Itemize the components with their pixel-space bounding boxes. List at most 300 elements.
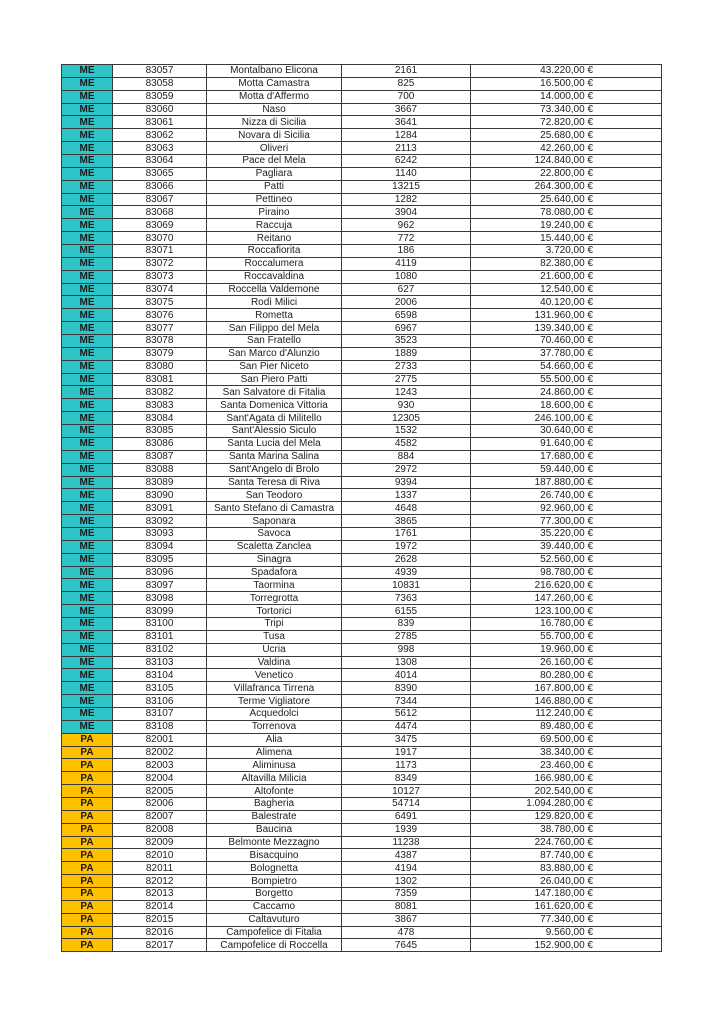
population-cell: 1337 (342, 489, 471, 502)
amount-cell: 72.820,00 € (471, 116, 662, 129)
code-cell: 83099 (113, 605, 207, 618)
population-cell: 3904 (342, 206, 471, 219)
amount-cell: 202.540,00 € (471, 785, 662, 798)
population-cell: 3667 (342, 103, 471, 116)
table-row (62, 502, 662, 515)
table-row (62, 797, 662, 810)
population-cell: 3475 (342, 733, 471, 746)
municipality-cell: Acquedolci (207, 707, 342, 720)
population-cell: 962 (342, 219, 471, 232)
amount-cell: 19.240,00 € (471, 219, 662, 232)
table-row (62, 875, 662, 888)
table-row (62, 129, 662, 142)
code-cell: 83091 (113, 502, 207, 515)
table-row (62, 232, 662, 245)
table-row (62, 322, 662, 335)
amount-cell: 15.440,00 € (471, 232, 662, 245)
province-cell: ME (62, 553, 113, 566)
code-cell: 83102 (113, 643, 207, 656)
amount-cell: 91.640,00 € (471, 437, 662, 450)
population-cell: 4014 (342, 669, 471, 682)
province-cell: ME (62, 270, 113, 283)
code-cell: 83075 (113, 296, 207, 309)
province-cell: ME (62, 656, 113, 669)
municipality-cell: Sant'Alessio Siculo (207, 425, 342, 438)
province-cell: ME (62, 219, 113, 232)
province-cell: ME (62, 245, 113, 258)
amount-cell: 124.840,00 € (471, 155, 662, 168)
municipality-cell: Santa Marina Salina (207, 450, 342, 463)
province-cell: PA (62, 785, 113, 798)
amount-cell: 18.600,00 € (471, 399, 662, 412)
province-cell: PA (62, 939, 113, 952)
population-cell: 478 (342, 926, 471, 939)
table-row (62, 489, 662, 502)
population-cell: 1284 (342, 129, 471, 142)
province-cell: ME (62, 155, 113, 168)
province-cell: ME (62, 592, 113, 605)
table-row (62, 463, 662, 476)
code-cell: 83076 (113, 309, 207, 322)
code-cell: 83063 (113, 142, 207, 155)
municipality-cell: Baucina (207, 823, 342, 836)
province-cell: ME (62, 386, 113, 399)
province-cell: PA (62, 888, 113, 901)
amount-cell: 112.240,00 € (471, 707, 662, 720)
table-row (62, 155, 662, 168)
table-row (62, 772, 662, 785)
province-cell: ME (62, 360, 113, 373)
table-row (62, 579, 662, 592)
code-cell: 83089 (113, 476, 207, 489)
population-cell: 54714 (342, 797, 471, 810)
code-cell: 83079 (113, 347, 207, 360)
population-cell: 2113 (342, 142, 471, 155)
amount-cell: 147.180,00 € (471, 888, 662, 901)
amount-cell: 166.980,00 € (471, 772, 662, 785)
code-cell: 83082 (113, 386, 207, 399)
code-cell: 83069 (113, 219, 207, 232)
table-row (62, 540, 662, 553)
table-row (62, 476, 662, 489)
municipality-cell: Balestrate (207, 810, 342, 823)
code-cell: 83065 (113, 167, 207, 180)
province-cell: PA (62, 810, 113, 823)
amount-cell: 73.340,00 € (471, 103, 662, 116)
municipality-cell: Pettineo (207, 193, 342, 206)
table-row (62, 836, 662, 849)
table-row (62, 913, 662, 926)
population-cell: 3641 (342, 116, 471, 129)
table-row (62, 900, 662, 913)
table-row (62, 682, 662, 695)
municipality-cell: Santa Domenica Vittoria (207, 399, 342, 412)
amount-cell: 26.160,00 € (471, 656, 662, 669)
table-row (62, 720, 662, 733)
amount-cell: 131.960,00 € (471, 309, 662, 322)
amount-cell: 23.460,00 € (471, 759, 662, 772)
code-cell: 83097 (113, 579, 207, 592)
amount-cell: 3.720,00 € (471, 245, 662, 258)
amount-cell: 42.260,00 € (471, 142, 662, 155)
amount-cell: 224.760,00 € (471, 836, 662, 849)
amount-cell: 54.660,00 € (471, 360, 662, 373)
municipality-cell: Alimena (207, 746, 342, 759)
table-row (62, 296, 662, 309)
amount-cell: 37.780,00 € (471, 347, 662, 360)
municipality-cell: Campofelice di Fitalia (207, 926, 342, 939)
code-cell: 82013 (113, 888, 207, 901)
population-cell: 1972 (342, 540, 471, 553)
amount-cell: 161.620,00 € (471, 900, 662, 913)
municipality-cell: Venetico (207, 669, 342, 682)
municipality-cell: Terme Vigliatore (207, 695, 342, 708)
municipality-cell: Tortorici (207, 605, 342, 618)
population-cell: 1282 (342, 193, 471, 206)
code-cell: 83078 (113, 335, 207, 348)
province-cell: ME (62, 283, 113, 296)
table-row (62, 630, 662, 643)
province-cell: ME (62, 65, 113, 78)
municipality-cell: Reitano (207, 232, 342, 245)
amount-cell: 17.680,00 € (471, 450, 662, 463)
table-row (62, 643, 662, 656)
province-cell: ME (62, 167, 113, 180)
province-cell: ME (62, 682, 113, 695)
municipality-cell: Bolognetta (207, 862, 342, 875)
province-cell: PA (62, 759, 113, 772)
province-cell: ME (62, 335, 113, 348)
municipality-cell: Nizza di Sicilia (207, 116, 342, 129)
amount-cell: 139.340,00 € (471, 322, 662, 335)
province-cell: ME (62, 116, 113, 129)
code-cell: 83073 (113, 270, 207, 283)
table-row (62, 888, 662, 901)
province-cell: ME (62, 540, 113, 553)
code-cell: 83096 (113, 566, 207, 579)
code-cell: 83101 (113, 630, 207, 643)
province-cell: ME (62, 180, 113, 193)
code-cell: 83062 (113, 129, 207, 142)
amount-cell: 77.340,00 € (471, 913, 662, 926)
population-cell: 7363 (342, 592, 471, 605)
code-cell: 82017 (113, 939, 207, 952)
code-cell: 82012 (113, 875, 207, 888)
municipality-cell: San Fratello (207, 335, 342, 348)
table-row (62, 605, 662, 618)
province-cell: PA (62, 875, 113, 888)
population-cell: 3523 (342, 335, 471, 348)
code-cell: 83077 (113, 322, 207, 335)
amount-cell: 14.000,00 € (471, 90, 662, 103)
population-cell: 1917 (342, 746, 471, 759)
table-row (62, 553, 662, 566)
amount-cell: 77.300,00 € (471, 515, 662, 528)
population-cell: 7344 (342, 695, 471, 708)
table-row (62, 759, 662, 772)
code-cell: 83068 (113, 206, 207, 219)
population-cell: 998 (342, 643, 471, 656)
population-cell: 5612 (342, 707, 471, 720)
code-cell: 83085 (113, 425, 207, 438)
amount-cell: 146.880,00 € (471, 695, 662, 708)
code-cell: 83066 (113, 180, 207, 193)
code-cell: 83067 (113, 193, 207, 206)
municipality-cell: Torrenova (207, 720, 342, 733)
municipality-cell: San Salvatore di Fitalia (207, 386, 342, 399)
amount-cell: 92.960,00 € (471, 502, 662, 515)
table-row (62, 219, 662, 232)
province-cell: ME (62, 515, 113, 528)
population-cell: 6967 (342, 322, 471, 335)
amount-cell: 30.640,00 € (471, 425, 662, 438)
code-cell: 82016 (113, 926, 207, 939)
code-cell: 82001 (113, 733, 207, 746)
code-cell: 83074 (113, 283, 207, 296)
population-cell: 825 (342, 77, 471, 90)
table-row (62, 707, 662, 720)
amount-cell: 80.280,00 € (471, 669, 662, 682)
municipality-cell: Motta d'Affermo (207, 90, 342, 103)
table-row (62, 373, 662, 386)
amount-cell: 52.560,00 € (471, 553, 662, 566)
code-cell: 82003 (113, 759, 207, 772)
municipality-cell: Naso (207, 103, 342, 116)
population-cell: 6155 (342, 605, 471, 618)
population-cell: 2161 (342, 65, 471, 78)
province-cell: ME (62, 90, 113, 103)
province-cell: ME (62, 527, 113, 540)
municipality-cell: Rometta (207, 309, 342, 322)
municipality-cell: Scaletta Zanclea (207, 540, 342, 553)
population-cell: 4939 (342, 566, 471, 579)
municipality-cell: Savoca (207, 527, 342, 540)
province-cell: ME (62, 103, 113, 116)
population-cell: 1243 (342, 386, 471, 399)
province-cell: ME (62, 412, 113, 425)
table-row (62, 746, 662, 759)
municipality-cell: Belmonte Mezzagno (207, 836, 342, 849)
municipality-cell: Tusa (207, 630, 342, 643)
table-row (62, 849, 662, 862)
code-cell: 83088 (113, 463, 207, 476)
amount-cell: 55.700,00 € (471, 630, 662, 643)
population-cell: 4119 (342, 257, 471, 270)
province-cell: ME (62, 309, 113, 322)
province-cell: ME (62, 425, 113, 438)
municipality-cell: Taormina (207, 579, 342, 592)
amount-cell: 25.640,00 € (471, 193, 662, 206)
municipality-cell: Sant'Angelo di Brolo (207, 463, 342, 476)
population-cell: 1761 (342, 527, 471, 540)
population-cell: 6242 (342, 155, 471, 168)
code-cell: 82008 (113, 823, 207, 836)
population-cell: 10127 (342, 785, 471, 798)
table-row (62, 116, 662, 129)
municipality-cell: Raccuja (207, 219, 342, 232)
population-cell: 700 (342, 90, 471, 103)
municipality-cell: Villafranca Tirrena (207, 682, 342, 695)
code-cell: 82009 (113, 836, 207, 849)
municipality-table (61, 64, 662, 952)
municipality-cell: Roccavaldina (207, 270, 342, 283)
table-row (62, 425, 662, 438)
municipality-cell: Alia (207, 733, 342, 746)
amount-cell: 24.860,00 € (471, 386, 662, 399)
table-row (62, 437, 662, 450)
amount-cell: 167.800,00 € (471, 682, 662, 695)
population-cell: 1939 (342, 823, 471, 836)
municipality-cell: Santa Teresa di Riva (207, 476, 342, 489)
province-cell: ME (62, 579, 113, 592)
code-cell: 83060 (113, 103, 207, 116)
code-cell: 82006 (113, 797, 207, 810)
code-cell: 83093 (113, 527, 207, 540)
population-cell: 9394 (342, 476, 471, 489)
table-row (62, 257, 662, 270)
table-row (62, 347, 662, 360)
amount-cell: 216.620,00 € (471, 579, 662, 592)
amount-cell: 70.460,00 € (471, 335, 662, 348)
municipality-cell: Pace del Mela (207, 155, 342, 168)
table-row (62, 142, 662, 155)
population-cell: 13215 (342, 180, 471, 193)
province-cell: PA (62, 836, 113, 849)
table-row (62, 695, 662, 708)
amount-cell: 22.800,00 € (471, 167, 662, 180)
code-cell: 83086 (113, 437, 207, 450)
population-cell: 839 (342, 617, 471, 630)
table-row (62, 810, 662, 823)
amount-cell: 59.440,00 € (471, 463, 662, 476)
province-cell: ME (62, 617, 113, 630)
table-body (62, 65, 662, 952)
amount-cell: 40.120,00 € (471, 296, 662, 309)
province-cell: ME (62, 129, 113, 142)
code-cell: 83107 (113, 707, 207, 720)
municipality-cell: Santa Lucia del Mela (207, 437, 342, 450)
amount-cell: 35.220,00 € (471, 527, 662, 540)
code-cell: 83094 (113, 540, 207, 553)
code-cell: 83072 (113, 257, 207, 270)
population-cell: 2785 (342, 630, 471, 643)
code-cell: 83057 (113, 65, 207, 78)
amount-cell: 83.880,00 € (471, 862, 662, 875)
code-cell: 83090 (113, 489, 207, 502)
municipality-cell: Sinagra (207, 553, 342, 566)
table-row (62, 399, 662, 412)
code-cell: 83081 (113, 373, 207, 386)
table-row (62, 862, 662, 875)
province-cell: ME (62, 347, 113, 360)
table-row (62, 617, 662, 630)
code-cell: 83071 (113, 245, 207, 258)
table-row (62, 193, 662, 206)
municipality-cell: San Pier Niceto (207, 360, 342, 373)
code-cell: 82007 (113, 810, 207, 823)
code-cell: 82011 (113, 862, 207, 875)
population-cell: 772 (342, 232, 471, 245)
province-cell: PA (62, 772, 113, 785)
amount-cell: 152.900,00 € (471, 939, 662, 952)
population-cell: 8081 (342, 900, 471, 913)
code-cell: 83059 (113, 90, 207, 103)
municipality-cell: Altofonte (207, 785, 342, 798)
code-cell: 83058 (113, 77, 207, 90)
code-cell: 83105 (113, 682, 207, 695)
municipality-cell: Bisacquino (207, 849, 342, 862)
table-row (62, 360, 662, 373)
province-cell: ME (62, 399, 113, 412)
population-cell: 12305 (342, 412, 471, 425)
amount-cell: 26.040,00 € (471, 875, 662, 888)
population-cell: 7359 (342, 888, 471, 901)
province-cell: PA (62, 926, 113, 939)
code-cell: 82004 (113, 772, 207, 785)
province-cell: ME (62, 257, 113, 270)
amount-cell: 69.500,00 € (471, 733, 662, 746)
population-cell: 1889 (342, 347, 471, 360)
amount-cell: 87.740,00 € (471, 849, 662, 862)
table-row (62, 167, 662, 180)
province-cell: PA (62, 746, 113, 759)
table-row (62, 939, 662, 952)
province-cell: ME (62, 695, 113, 708)
code-cell: 83064 (113, 155, 207, 168)
municipality-cell: Caltavuturo (207, 913, 342, 926)
municipality-cell: Piraino (207, 206, 342, 219)
municipality-cell: Bagheria (207, 797, 342, 810)
municipality-cell: Aliminusa (207, 759, 342, 772)
table-row (62, 206, 662, 219)
province-cell: ME (62, 476, 113, 489)
municipality-cell: Sant'Agata di Militello (207, 412, 342, 425)
code-cell: 83108 (113, 720, 207, 733)
table-row (62, 823, 662, 836)
code-cell: 83083 (113, 399, 207, 412)
table-row (62, 283, 662, 296)
population-cell: 4474 (342, 720, 471, 733)
amount-cell: 39.440,00 € (471, 540, 662, 553)
population-cell: 2006 (342, 296, 471, 309)
municipality-cell: Motta Camastra (207, 77, 342, 90)
population-cell: 3867 (342, 913, 471, 926)
municipality-cell: Santo Stefano di Camastra (207, 502, 342, 515)
table-row (62, 335, 662, 348)
code-cell: 83070 (113, 232, 207, 245)
code-cell: 83095 (113, 553, 207, 566)
code-cell: 83100 (113, 617, 207, 630)
population-cell: 1308 (342, 656, 471, 669)
municipality-cell: San Piero Patti (207, 373, 342, 386)
municipality-cell: Altavilla Milicia (207, 772, 342, 785)
province-cell: PA (62, 733, 113, 746)
population-cell: 2775 (342, 373, 471, 386)
province-cell: ME (62, 643, 113, 656)
table-row (62, 566, 662, 579)
table-row (62, 90, 662, 103)
table-row (62, 926, 662, 939)
municipality-cell: Valdina (207, 656, 342, 669)
municipality-cell: Saponara (207, 515, 342, 528)
table-row (62, 785, 662, 798)
population-cell: 2733 (342, 360, 471, 373)
amount-cell: 26.740,00 € (471, 489, 662, 502)
municipality-cell: San Marco d'Alunzio (207, 347, 342, 360)
population-cell: 6491 (342, 810, 471, 823)
population-cell: 1173 (342, 759, 471, 772)
province-cell: PA (62, 862, 113, 875)
